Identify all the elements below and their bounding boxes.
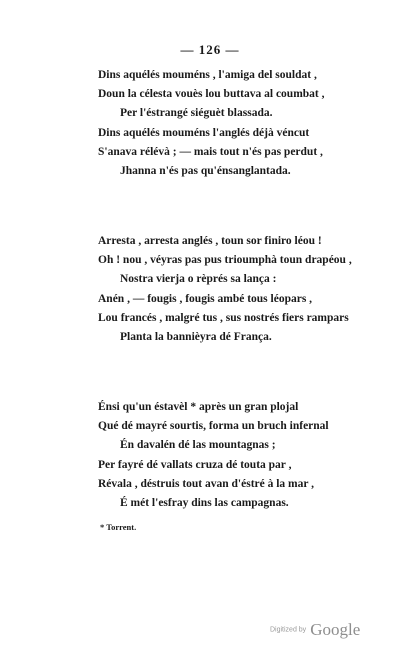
google-logo: Google — [310, 620, 361, 639]
verse-line: É mét l'esfray dins las campagnas. — [120, 497, 289, 510]
verse-line: Lou francés , malgré tus , sus nostrés fiers rampars — [98, 311, 349, 324]
verse-line: Planta la bannièyra dé França. — [120, 331, 272, 344]
verse-line: Révala , déstruis tout avan d'éstré à la mar , — [98, 477, 315, 490]
verse-line: Dins aquélés mouméns l'anglés déjà véncut — [98, 126, 310, 139]
stanza-3 — [98, 398, 398, 513]
footnote: * Torrent. — [100, 522, 137, 532]
verse-line: Per l'éstrangé siéguèt blassada. — [120, 107, 273, 120]
verse-line: Doun la célesta vouès lou buttava al coumbat , — [98, 88, 325, 101]
verse-line: Nostra vierja o rèprés sa lança : — [120, 273, 277, 286]
verse-line: S'anava rélévà ; — mais tout n'és pas perdut , — [98, 145, 323, 158]
watermark-prefix: Digitized by — [270, 626, 307, 634]
verse-line: Qué dé mayré sourtis, forma un bruch infernal — [98, 420, 329, 433]
page-number: — 126 — — [180, 42, 240, 57]
digitized-by-watermark — [270, 620, 360, 640]
verse-line: Oh ! nou , véyras pas pus trioumphà toun drapéou , — [98, 254, 352, 267]
verse-line: Anén , — fougis , fougis ambé tous léopars , — [98, 292, 313, 305]
verse-line: Én davalén dé las mountagnas ; — [120, 439, 276, 452]
stanza-2 — [98, 232, 398, 347]
verse-line: Dins aquélés mouméns , l'amiga del souldat , — [98, 69, 317, 81]
stanza-1 — [98, 66, 398, 181]
verse-line: Per fayré dé vallats cruza dé touta par , — [98, 458, 292, 471]
verse-line: Énsi qu'un éstavèl * après un gran plojal — [98, 401, 299, 413]
verse-line: Arresta , arresta anglés , toun sor finiro léou ! — [98, 235, 322, 247]
verse-line: Jhanna n'és pas qu'énsanglantada. — [120, 165, 291, 178]
